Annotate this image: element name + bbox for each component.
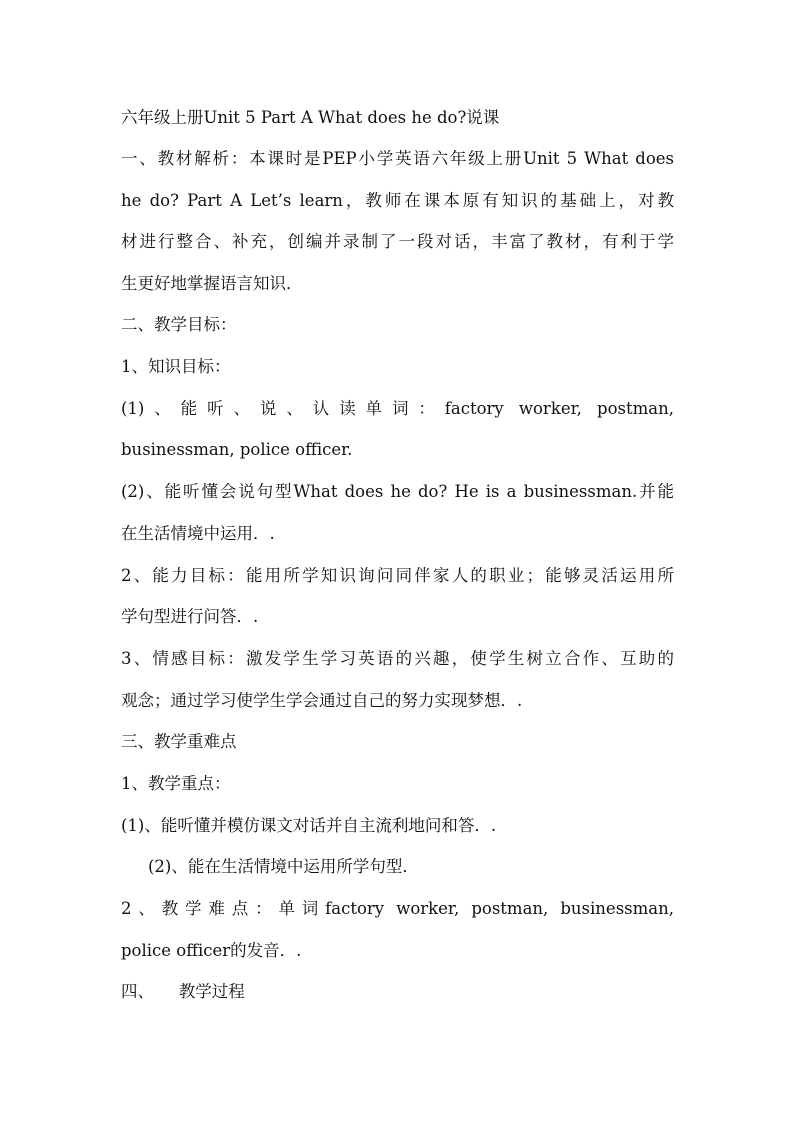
- paragraph-line: police officer的发音．.: [121, 941, 302, 960]
- paragraph-line: 一、教材解析：本课时是PEP小学英语六年级上册Unit 5 What does: [121, 149, 674, 168]
- paragraph-line: (1)、能听、说、认读单词：factory worker, postman,: [121, 399, 674, 418]
- paragraph-line: (2)、能听懂会说句型What does he do? He is a businessman.并能: [121, 482, 674, 501]
- paragraph-line: (1)、能听懂并模仿课文对话并自主流利地问和答．.: [121, 816, 497, 835]
- paragraph-line: 材进行整合、补充，创编并录制了一段对话，丰富了教材，有利于学: [121, 232, 674, 251]
- paragraph-line: 2、教学难点：单词factory worker, postman, businessman,: [121, 899, 674, 918]
- paragraph-line: 学句型进行问答．.: [121, 607, 259, 626]
- section-heading: 二、教学目标：: [121, 315, 237, 334]
- paragraph-line: (2)、能在生活情境中运用所学句型．: [148, 857, 419, 876]
- paragraph-line: 在生活情境中运用．.: [121, 524, 275, 543]
- paragraph-line: businessman, police officer.: [121, 440, 353, 459]
- paragraph-line: 3、情感目标：激发学生学习英语的兴趣，使学生树立合作、互助的: [121, 649, 674, 668]
- document-title: 六年级上册Unit 5 Part A What does he do?说课: [121, 108, 500, 127]
- paragraph-line: 观念；通过学习使学生学会通过自己的努力实现梦想．.: [121, 691, 523, 710]
- paragraph-line: 生更好地掌握语言知识．: [121, 274, 303, 293]
- paragraph-line: he do? Part A Let’s learn，教师在课本原有知识的基础上，对教: [121, 191, 674, 210]
- subsection-heading: 1、教学重点：: [121, 774, 231, 793]
- section-heading: 四、 教学过程: [121, 982, 245, 1001]
- paragraph-line: 2、能力目标：能用所学知识询问同伴家人的职业；能够灵活运用所: [121, 566, 674, 585]
- subsection-heading: 1、知识目标：: [121, 357, 231, 376]
- section-heading: 三、教学重难点: [121, 732, 237, 751]
